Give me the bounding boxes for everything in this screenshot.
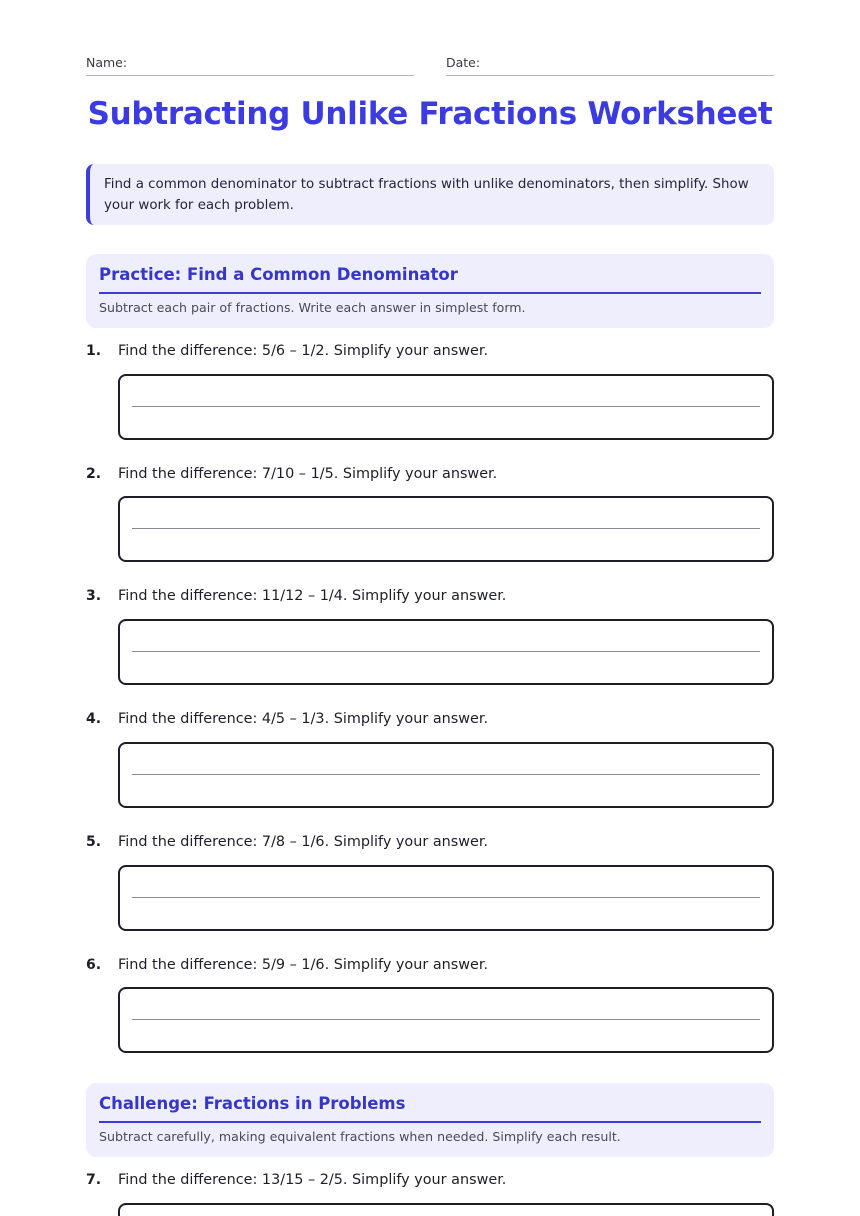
- answer-box[interactable]: [118, 1203, 774, 1216]
- question-number: 6.: [86, 957, 102, 973]
- question-item: [86, 957, 774, 1067]
- answer-line: [132, 774, 760, 775]
- date-field[interactable]: [446, 52, 774, 76]
- answer-box[interactable]: [118, 496, 774, 562]
- question-text: Find the difference: 5/9 – 1/6. Simplify your answer.: [118, 957, 489, 973]
- question-item: [86, 834, 774, 944]
- question-text: Find the difference: 5/6 – 1/2. Simplify your answer.: [118, 343, 489, 359]
- question-text: Find the difference: 7/8 – 1/6. Simplify your answer.: [118, 834, 489, 850]
- section-subtitle: Subtract carefully, making equivalent fractions when needed. Simplify each result.: [99, 1129, 621, 1144]
- section-challenge: [86, 1083, 774, 1157]
- page-title: Subtracting Unlike Fractions Worksheet: [87, 96, 773, 132]
- question-text: Find the difference: 11/12 – 1/4. Simplify your answer.: [118, 588, 507, 604]
- question-item: [86, 343, 774, 453]
- section-title: Practice: Find a Common Denominator: [99, 254, 761, 294]
- answer-line: [132, 651, 760, 652]
- question-number: 1.: [86, 343, 102, 359]
- answer-line: [132, 1019, 760, 1020]
- question-item: [86, 1172, 774, 1216]
- question-item: [86, 711, 774, 821]
- question-text: Find the difference: 7/10 – 1/5. Simplify your answer.: [118, 466, 498, 482]
- section-practice: [86, 254, 774, 328]
- section-title: Challenge: Fractions in Problems: [99, 1083, 761, 1123]
- question-item: [86, 466, 774, 576]
- question-number: 5.: [86, 834, 102, 850]
- question-number: 4.: [86, 711, 102, 727]
- instructions-callout: Find a common denominator to subtract fractions with unlike denominators, then simplify. Show your work for each problem.: [86, 164, 774, 225]
- date-label: Date:: [446, 55, 481, 70]
- section-subtitle: Subtract each pair of fractions. Write each answer in simplest form.: [99, 300, 526, 315]
- answer-box[interactable]: [118, 619, 774, 685]
- answer-box[interactable]: [118, 742, 774, 808]
- header-fields: [86, 52, 774, 76]
- question-number: 2.: [86, 466, 102, 482]
- question-number: 7.: [86, 1172, 102, 1188]
- answer-box[interactable]: [118, 987, 774, 1053]
- answer-box[interactable]: [118, 374, 774, 440]
- name-field[interactable]: [86, 52, 414, 76]
- answer-line: [132, 406, 760, 407]
- question-text: Find the difference: 4/5 – 1/3. Simplify your answer.: [118, 711, 489, 727]
- name-label: Name:: [86, 55, 128, 70]
- question-item: [86, 588, 774, 698]
- answer-line: [132, 897, 760, 898]
- question-text: Find the difference: 13/15 – 2/5. Simplify your answer.: [118, 1172, 507, 1188]
- answer-line: [132, 528, 760, 529]
- answer-box[interactable]: [118, 865, 774, 931]
- question-number: 3.: [86, 588, 102, 604]
